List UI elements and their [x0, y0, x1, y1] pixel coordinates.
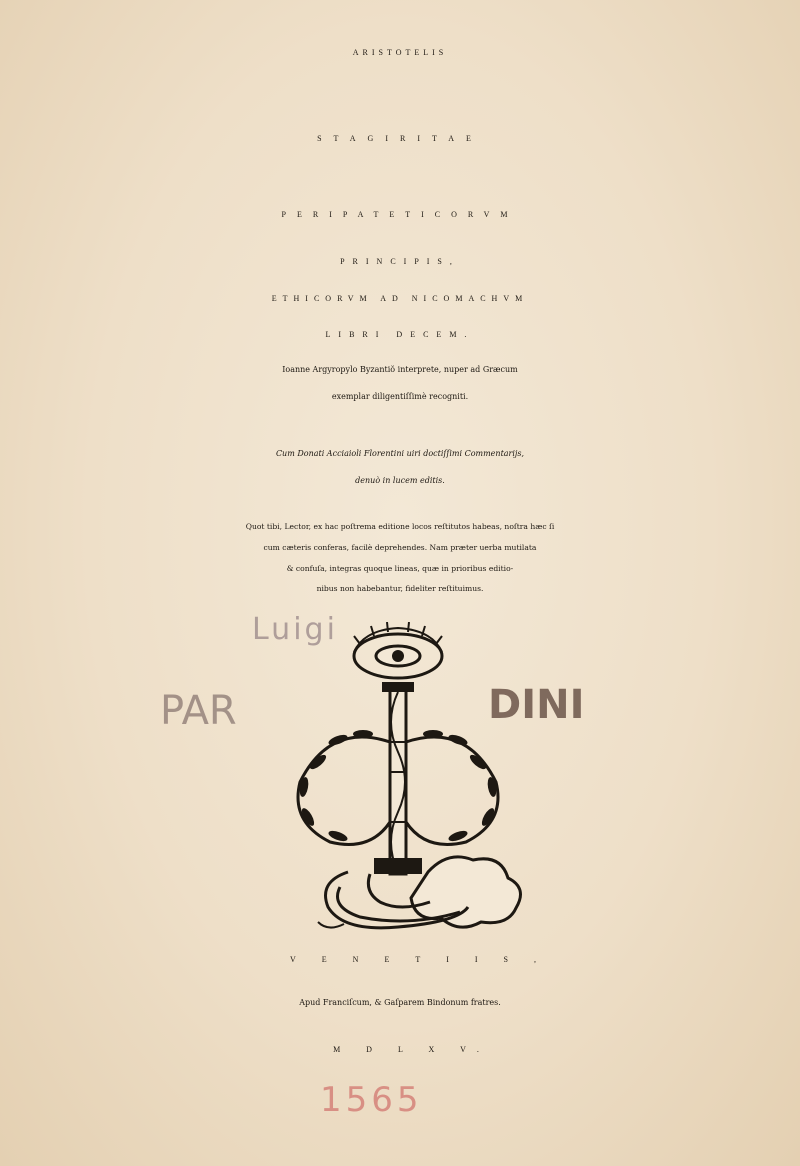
handwritten-stamp-left: PAR: [160, 688, 237, 734]
notice-line-3: & confuſa, integras quoque lineas, quæ in prioribus editio-: [286, 564, 514, 573]
notice-line-1: Quot tibi, Lector, ex hac poſtrema editione locos reſtitutos habeas, noſtra hæc ſi: [245, 522, 555, 531]
commentary-line-1: Cum Donati Acciaioli Florentini uiri doctiſſimi Commentarijs,: [275, 449, 525, 458]
translator-line-2: exemplar diligentiſſimè recogniti.: [331, 392, 469, 401]
title-principis: PRINCIPIS,: [340, 257, 460, 266]
staff-icon: [382, 682, 414, 874]
imprint-city: VENETIIS,: [290, 955, 562, 964]
imprint-publisher: Apud Franciſcum, & Gaſparem Bindonum fratres.: [299, 998, 501, 1007]
title-author: ARISTOTELIS: [352, 48, 448, 57]
notice-line-2: cum cæteris conferas, facilè deprehendes. Nam præter uerba mutilata: [263, 543, 537, 552]
notice-line-4: nibus non habebantur, fideliter reſtituimus.: [316, 584, 484, 593]
title-books: LIBRI DECEM.: [325, 330, 475, 339]
title-author-origin: STAGIRITAE: [317, 134, 483, 143]
handwritten-stamp-right: DINI: [488, 682, 585, 728]
title-school: PERIPATETICORVM: [281, 210, 519, 219]
translator-line-1: Ioanne Argyropylo Byzantiŏ interprete, nuper ad Græcum: [282, 365, 518, 374]
title-work: ETHICORVM AD NICOMACHVM: [271, 294, 529, 303]
handwritten-date: 1565: [320, 1080, 423, 1120]
commentary-line-2: denuò in lucem editis.: [355, 476, 445, 485]
imprint-year: M D L X V.: [333, 1045, 491, 1054]
handwritten-name-top: Luigi: [252, 612, 338, 647]
eye-icon: [354, 622, 442, 678]
printer-device-emblem: [278, 622, 528, 937]
